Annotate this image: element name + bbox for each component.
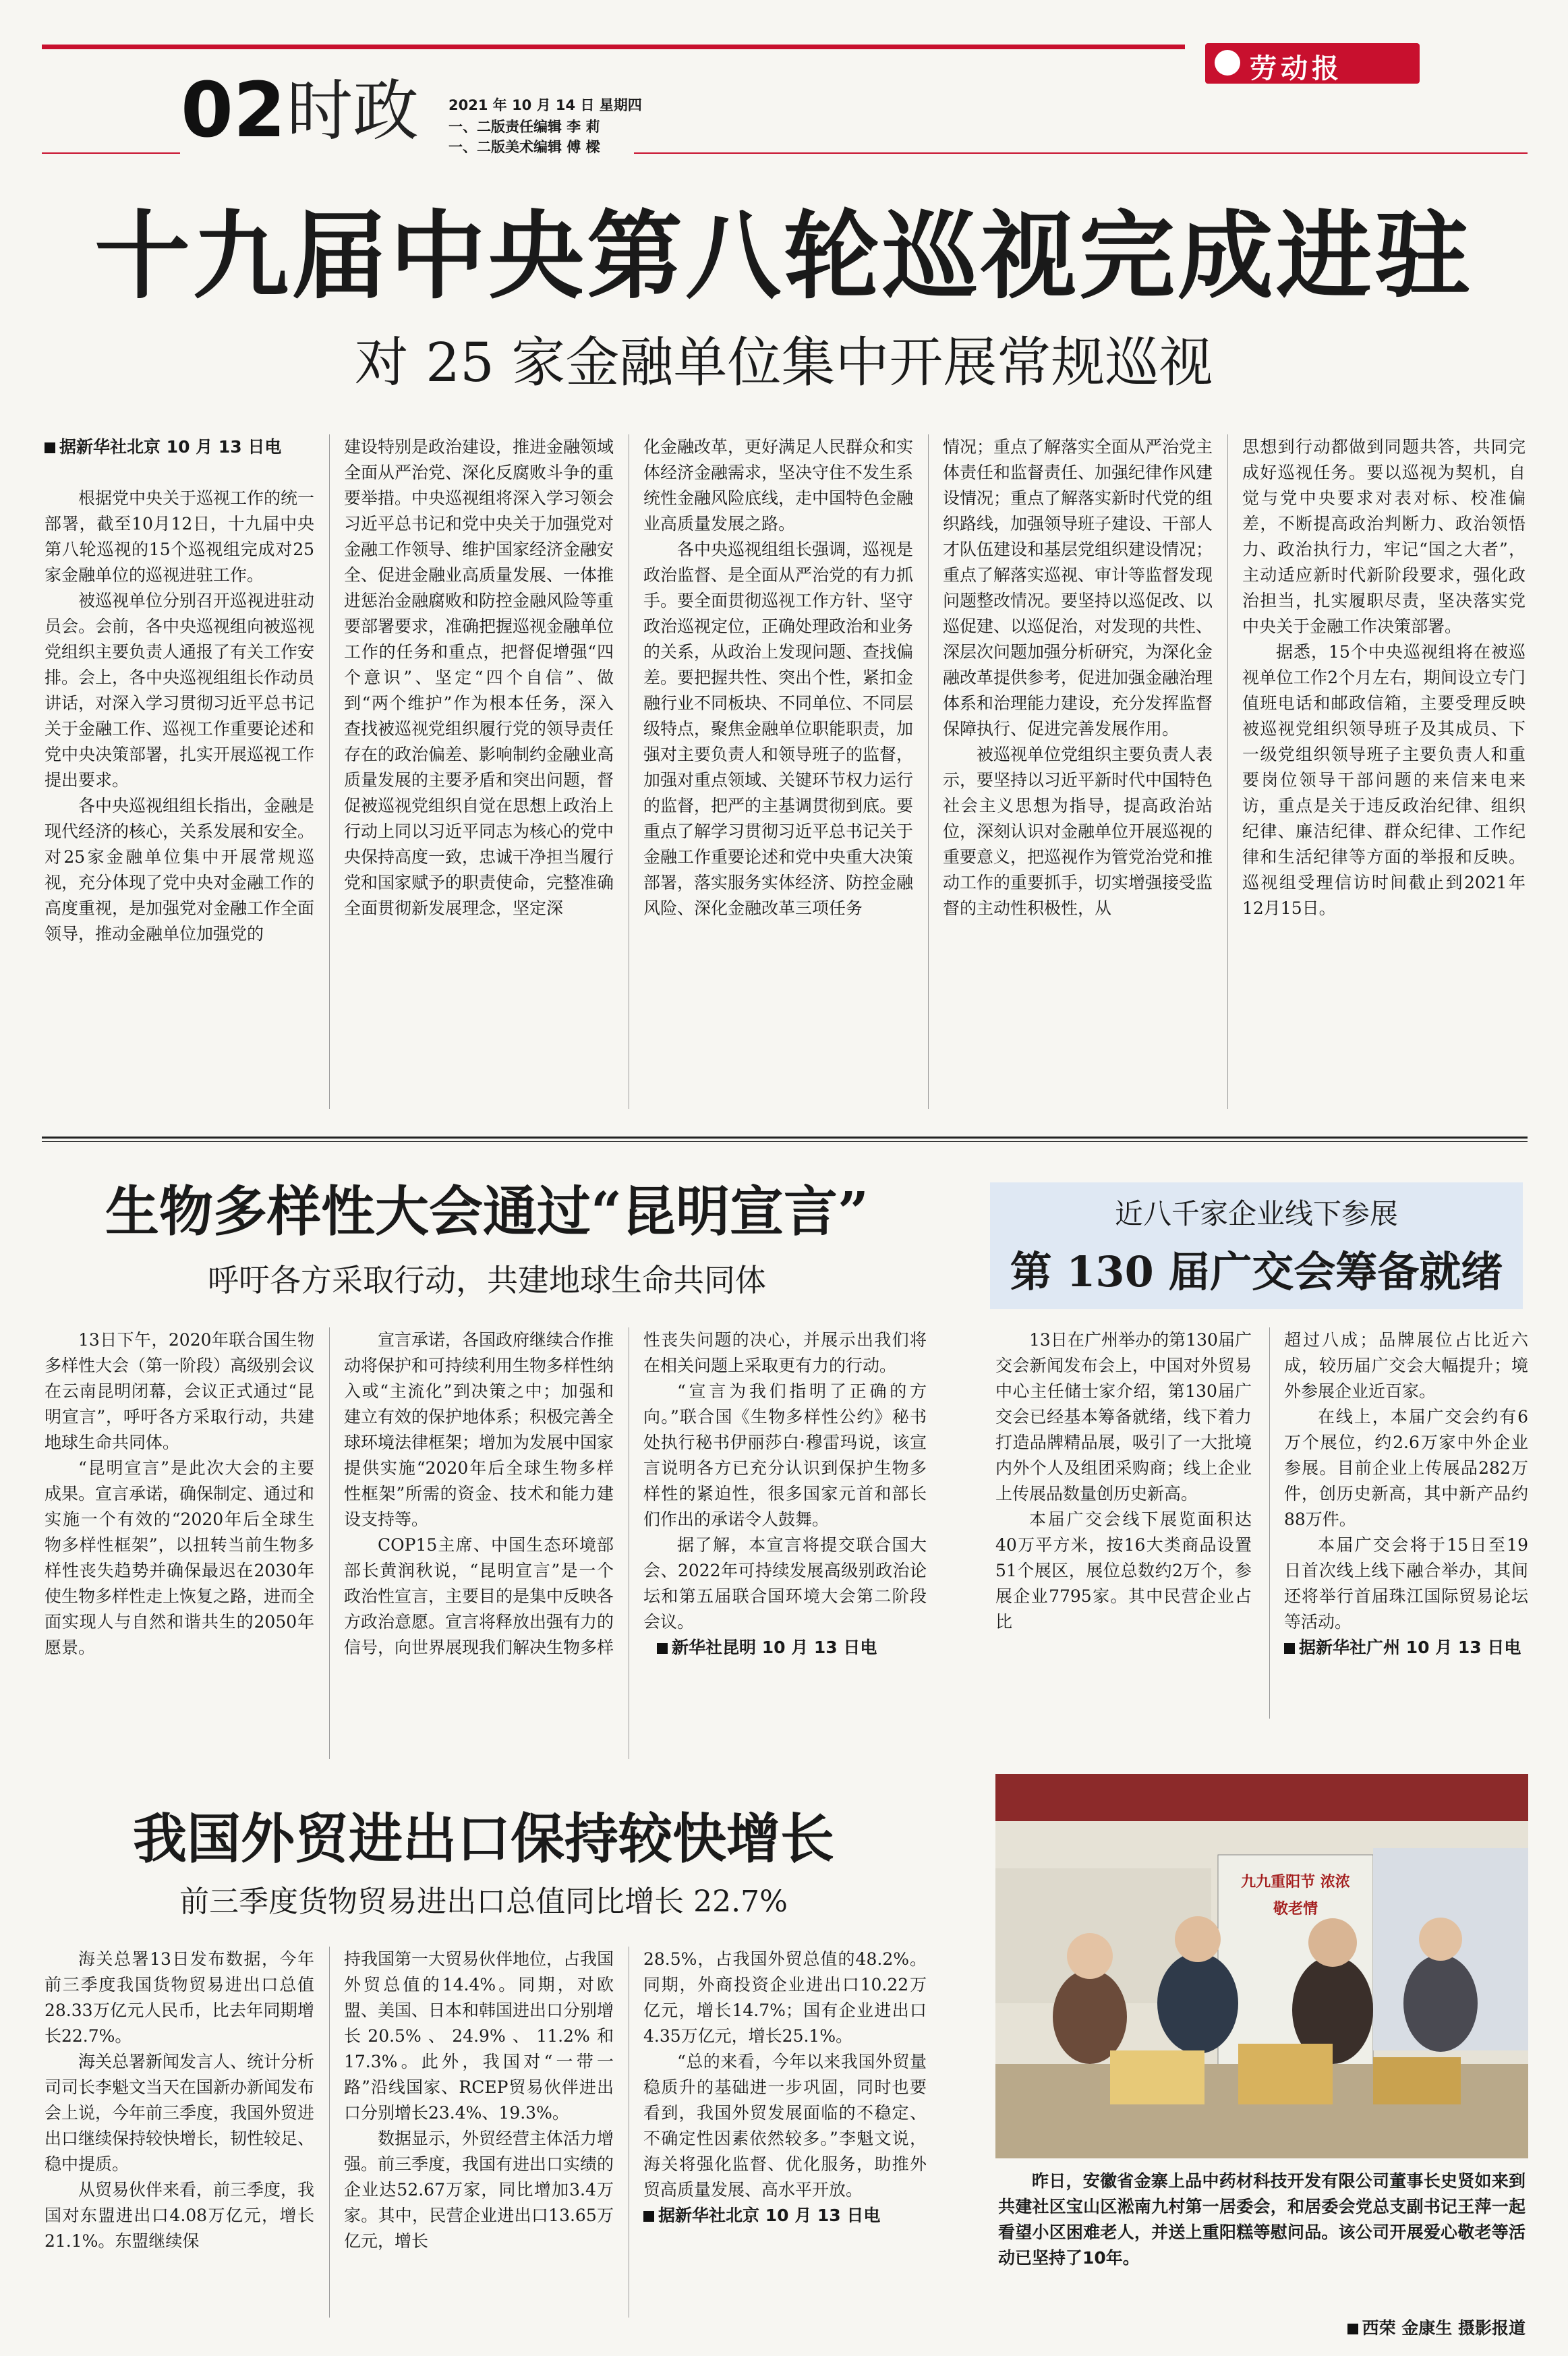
trade-column-2 <box>344 1947 614 2324</box>
bio-byline: 新华社昆明 10 月 13 日电 <box>643 1635 927 1661</box>
paper-logo <box>1205 43 1420 84</box>
trade-byline: 据新华社北京 10 月 13 日电 <box>643 2203 927 2229</box>
paragraph: 据了解，本宣言将提交联合国大会、2022年可持续发展高级别政治论坛和第五届联合国环境大会第二阶段会议。 <box>643 1535 927 1632</box>
paragraph: 28.5%，占我国外贸总值的48.2%。同期，外商投资企业进出口10.22万亿元，增长14.7%；国有企业进出口4.35万亿元，增长25.1%。 <box>643 1949 927 2046</box>
designer-line: 一、二版美术编辑 傅 樑 <box>448 139 600 155</box>
canton-column-1 <box>995 1327 1252 1732</box>
bio-subheadline: 呼吁各方采取行动，共建地球生命共同体 <box>208 1262 766 1298</box>
trade-headline: 我国外贸进出口保持较快增长 <box>133 1807 834 1870</box>
byline-square-icon <box>45 442 55 453</box>
paragraph: 本届广交会线下展览面积达40万平方米，按16大类商品设置51个展区，展位总数约2万个，参展企业7795家。其中民营企业占比 <box>995 1510 1252 1632</box>
paragraph: “总的来看，今年以来我国外贸量稳质升的基础进一步巩固，同时也要看到，我国外贸发展面临的不稳定、不确定性因素依然较多。”李魁文说，海关将强化监督、优化服务，助推外贸高质量发展、高水平开放。 <box>643 2052 927 2200</box>
paragraph: 本届广交会将于15日至19日首次线上线下融合举办，其间还将举行首届珠江国际贸易论坛等活动。 <box>1284 1535 1528 1632</box>
lead-headline: 十九届中央第八轮巡视完成进驻 <box>94 200 1473 312</box>
paragraph: 13日下午，2020年联合国生物多样性大会（第一阶段）高级别会议在云南昆明闭幕，会议正式通过“昆明宣言”，呼吁各方采取行动，共建地球生命共同体。 <box>45 1330 314 1452</box>
paragraph: 根据党中央关于巡视工作的统一部署，截至10月12日，十九届中央第八轮巡视的15个巡视组完成对25家金融单位的巡视进驻工作。 <box>45 488 314 585</box>
bio-column-1 <box>45 1327 314 1766</box>
byline-square-icon <box>1284 1643 1295 1654</box>
paragraph: 数据显示，外贸经营主体活力增强。前三季度，我国有进出口实绩的企业达52.67万家，同比增加3.4万家。其中，民营企业进出口13.65万亿元，增长 <box>344 2129 614 2251</box>
news-photo <box>995 1774 1528 2158</box>
lead-byline: 据新华社北京 10 月 13 日电 <box>45 434 314 460</box>
trade-column-1 <box>45 1947 314 2324</box>
paragraph: 超过八成；品牌展位占比近六成，较历届广交会大幅提升；境外参展企业近百家。 <box>1284 1330 1528 1401</box>
column-divider <box>329 1947 330 2318</box>
paragraph: 各中央巡视组组长强调，巡视是政治监督、是全面从严治党的有力抓手。要全面贯彻巡视工作方针、坚守政治巡视定位，正确处理政治和业务的关系，从政治上发现问题、查找偏差。要把握共性、突出个性，紧扣金融行业不同板块、不同单位、不同层级特点，聚焦金融单位职能职责，加强对主要负责人和领导班子的监督，加强对重点领域、关键环节权力运行的监督，把严的主基调贯彻到底。要重点了解学习贯彻习近平总书记关于金融工作重要论述和党中央重大决策部署，落实服务实体经济、防控金融风险、深化金融改革三项任务 <box>643 540 913 918</box>
section-rule-bottom <box>42 1141 1528 1142</box>
editor-line: 一、二版责任编辑 李 莉 <box>448 119 600 135</box>
column-divider <box>1269 1327 1270 1719</box>
column-divider <box>329 1327 330 1759</box>
logo-icon <box>1215 50 1240 76</box>
paragraph: 情况；重点了解落实全面从严治党主体责任和监督责任、加强纪律作风建设情况；重点了解落实新时代党的组织路线，加强领导班子建设、干部人才队伍建设和基层党组织建设情况；重点了解落实巡视、审计等监督发现问题整改情况。要坚持以巡促改、以巡促建、以巡促治，对发现的共性、深层次问题加强分析研究，为深化金融改革提供参考，促进加强金融治理体系和治理能力建设，充分发挥监督保障执行、促进完善发展作用。 <box>943 437 1213 739</box>
masthead-divider-right <box>634 152 1528 154</box>
trade-subheadline: 前三季度货物贸易进出口总值同比增长 22.7% <box>179 1885 788 1919</box>
byline-square-icon <box>643 2211 654 2222</box>
top-red-rule <box>42 45 1185 49</box>
byline-square-icon <box>657 1643 668 1654</box>
photo-credit: 西荣 金康生 摄影报道 <box>1248 2315 1526 2339</box>
photo-caption: 昨日，安徽省金寨上品中药材科技开发有限公司董事长史贤如来到共建社区宝山区淞南九村第一居委会，和居委会党总支副书记王萍一起看望小区困难老人，并送上重阳糕等慰问品。该公司开展爱心敬老等活动已坚持了10年。 <box>998 2171 1526 2268</box>
lead-column-1 <box>45 434 314 1116</box>
photo-illustration <box>995 1774 1528 2158</box>
page-number: 02 <box>181 67 286 154</box>
paragraph: 在线上，本届广交会约有6万个展位，约2.6万家中外企业参展。目前企业上传展品282万件，创历史新高，其中新产品约88万件。 <box>1284 1407 1528 1529</box>
paragraph: 海关总署新闻发言人、统计分析司司长李魁文当天在国新办新闻发布会上说，今年前三季度，我国外贸进出口继续保持较快增长，韧性较足、稳中提质。 <box>45 2052 314 2174</box>
photo-banner: 九九重阳节 浓浓敬老情 <box>1241 1873 1350 1918</box>
canton-headline: 第 130 届广交会筹备就绪 <box>1010 1247 1503 1296</box>
section-name: 时政 <box>287 73 419 150</box>
paragraph: 从贸易伙伴来看，前三季度，我国对东盟进出口4.08万亿元，增长21.1%。东盟继续保 <box>45 2180 314 2251</box>
issue-date: 2021 年 10 月 14 日 星期四 <box>448 97 642 113</box>
paragraph: 宣言承诺，各国政府继续合作推动将保护和可持续利用生物多样性纳入或“主流化”到决策之中；加强和建立有效的保护地体系；积极完善全球环境法律框架；增加为发展中国家提供实施“2020年后全球生物多样性框架”所需的资金、技术和能力建设支持等。 <box>344 1330 614 1529</box>
bio-column-2 <box>344 1327 614 1766</box>
paragraph: 性丧失问题的决心，并展示出我们将在相关问题上采取更有力的行动。 <box>643 1330 927 1375</box>
lead-subheadline: 对 25 家金融单位集中开展常规巡视 <box>354 331 1213 394</box>
credit-square-icon <box>1347 2324 1358 2334</box>
section-rule-top <box>42 1137 1528 1139</box>
paragraph: 被巡视单位党组织主要负责人表示，要坚持以习近平新时代中国特色社会主义思想为指导，提高政治站位，深刻认识对金融单位开展巡视的重要意义，把巡视作为管党治党和推动工作的重要抓手，切实增强接受监督的主动性积极性，从 <box>943 745 1213 918</box>
paragraph: 思想到行动都做到同题共答，共同完成好巡视任务。要以巡视为契机，自觉与党中央要求对表对标、校准偏差，不断提高政治判断力、政治领悟力、政治执行力，牢记“国之大者”，主动适应新时代新阶段要求，强化政治担当，扎实履职尽责，坚决落实党中央关于金融工作决策部署。 <box>1242 437 1526 636</box>
canton-kicker: 近八千家企业线下参展 <box>1114 1197 1398 1230</box>
column-divider <box>1227 434 1228 1109</box>
paragraph: 持我国第一大贸易伙伴地位，占我国外贸总值的14.4%。同期，对欧盟、美国、日本和韩国进出口分别增长20.5%、24.9%、11.2%和17.3%。此外，我国对“一带一路”沿线国家、RCEP贸易伙伴进出口分别增长23.4%、19.3%。 <box>344 1949 614 2123</box>
paragraph: “昆明宣言”是此次大会的主要成果。宣言承诺，确保制定、通过和实施一个有效的“2020年后全球生物多样性框架”，以扭转当前生物多样性丧失趋势并确保最迟在2030年使生物多样性走上恢复之路，进而全面实现人与自然和谐共生的2050年愿景。 <box>45 1458 314 1657</box>
logo-text: 劳动报 <box>1250 53 1343 84</box>
lead-column-5 <box>1242 434 1526 1116</box>
canton-byline: 据新华社广州 10 月 13 日电 <box>1284 1635 1528 1661</box>
lead-column-3 <box>643 434 913 1116</box>
paragraph: 建设特别是政治建设，推进金融领域全面从严治党、深化反腐败斗争的重要举措。中央巡视组将深入学习领会习近平总书记和党中央关于加强党对金融工作领导、维护国家经济金融安全、促进金融业高质量发展、一体推进惩治金融腐败和防控金融风险等重要部署要求，准确把握巡视金融单位工作的任务和重点，把督促增强“四个意识”、坚定“四个自信”、做到“两个维护”作为根本任务，深入查找被巡视党组织履行党的领导责任存在的政治偏差、影响制约金融业高质量发展的主要矛盾和突出问题，督促被巡视党组织自觉在思想上政治上行动上同以习近平同志为核心的党中央保持高度一致，忠诚干净担当履行党和国家赋予的职责使命，完整准确全面贯彻新发展理念，坚定深 <box>344 437 614 918</box>
trade-column-3 <box>643 1947 927 2324</box>
masthead-divider-left <box>42 152 180 154</box>
lead-column-4 <box>943 434 1213 1116</box>
column-divider <box>928 434 929 1109</box>
paragraph: 海关总署13日发布数据，今年前三季度我国货物贸易进出口总值28.33万亿元人民币，比去年同期增长22.7%。 <box>45 1949 314 2046</box>
column-divider <box>329 434 330 1109</box>
paragraph: 被巡视单位分别召开巡视进驻动员会。会前，各中央巡视组向被巡视党组织主要负责人通报了有关工作安排。会上，各中央巡视组组长作动员讲话，对深入学习贯彻习近平总书记关于金融工作、巡视工作重要论述和党中央决策部署，扎实开展巡视工作提出要求。 <box>45 591 314 790</box>
paragraph: “宣言为我们指明了正确的方向。”联合国《生物多样性公约》秘书处执行秘书伊丽莎白·穆雷玛说，该宣言说明各方已充分认识到保护生物多样性的紧迫性，很多国家元首和部长们作出的承诺令人鼓舞。 <box>643 1381 927 1529</box>
bio-headline: 生物多样性大会通过“昆明宣言” <box>105 1180 869 1243</box>
canton-column-2 <box>1284 1327 1528 1732</box>
paragraph: 化金融改革，更好满足人民群众和实体经济金融需求，坚决守住不发生系统性金融风险底线，走中国特色金融业高质量发展之路。 <box>643 437 913 534</box>
lead-column-2 <box>344 434 614 1116</box>
paragraph: 各中央巡视组组长指出，金融是现代经济的核心，关系发展和安全。对25家金融单位集中开展常规巡视，充分体现了党中央对金融工作的高度重视，是加强党对金融工作全面领导，推动金融单位加强党的 <box>45 796 314 944</box>
paragraph: COP15主席、中国生态环境部部长黄润秋说，“昆明宣言”是一个政治性宣言，主要目的是集中反映各方政治意愿。宣言将释放出强有力的信号，向世界展现我们解决生物多样 <box>344 1535 614 1657</box>
paragraph: 据悉，15个中央巡视组将在被巡视单位工作2个月左右，期间设立专门值班电话和邮政信箱，主要受理反映被巡视党组织领导班子及其成员、下一级党组织领导班子主要负责人和重要岗位领导干部问题的来信来电来访，重点是关于违反政治纪律、组织纪律、廉洁纪律、群众纪律、工作纪律和生活纪律等方面的举报和反映。巡视组受理信访时间截止到2021年12月15日。 <box>1242 642 1526 918</box>
paragraph: 13日在广州举办的第130届广交会新闻发布会上，中国对外贸易中心主任储士家介绍，第130届广交会已经基本筹备就绪，线下着力打造品牌精品展，吸引了一大批境内外个人及组团采购商；线上企业上传展品数量创历史新高。 <box>995 1330 1252 1503</box>
bio-column-3 <box>643 1327 927 1766</box>
